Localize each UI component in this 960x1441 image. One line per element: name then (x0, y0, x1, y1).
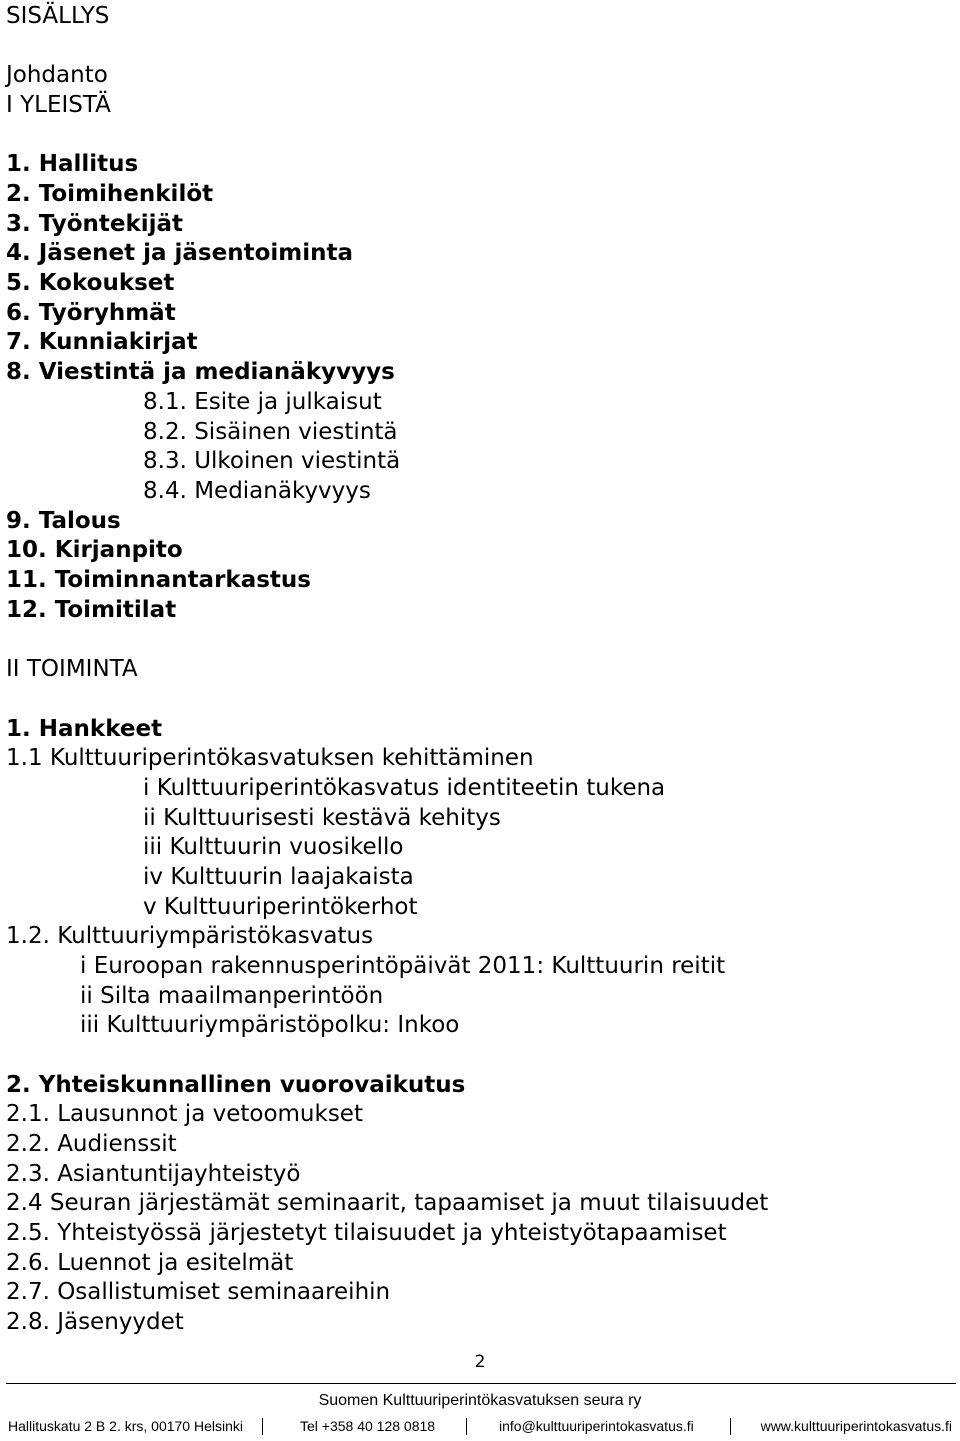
footer-phone: Tel +358 40 128 0818 (300, 1418, 436, 1434)
toc-item: 6. Työryhmät (6, 300, 176, 326)
page-number: 2 (474, 1352, 486, 1372)
toc-item: 1. Hallitus (6, 151, 139, 177)
toc-item: 11. Toiminnantarkastus (6, 567, 311, 593)
toc-subitem: 2.1. Lausunnot ja vetoomukset (6, 1101, 363, 1127)
footer-address: Hallituskatu 2 B 2. krs, 00170 Helsinki (8, 1418, 243, 1434)
footer-website[interactable]: www.kulttuuriperintokasvatus.fi (760, 1418, 952, 1434)
toc-subitem: iii Kulttuuriympäristöpolku: Inkoo (80, 1012, 460, 1038)
toc-item: 3. Työntekijät (6, 211, 184, 237)
toc-subitem: 8.1. Esite ja julkaisut (143, 389, 382, 415)
toc-subitem: 2.4 Seuran järjestämät seminaarit, tapaamiset ja muut tilaisuudet (6, 1190, 769, 1216)
toc-heading: SISÄLLYS (6, 3, 110, 29)
toc-item: 10. Kirjanpito (6, 537, 183, 563)
toc-subitem: ii Kulttuurisesti kestävä kehitys (143, 805, 501, 831)
toc-item: 8. Viestintä ja medianäkyvyys (6, 359, 395, 385)
footer-organization: Suomen Kulttuuriperintökasvatuksen seura ry (318, 1392, 642, 1409)
toc-subitem: ii Silta maailmanperintöön (80, 983, 384, 1009)
toc-item: 5. Kokoukset (6, 270, 175, 296)
toc-subitem: 2.6. Luennot ja esitelmät (6, 1250, 294, 1276)
toc-subitem: i Euroopan rakennusperintöpäivät 2011: Kulttuurin reitit (80, 953, 726, 979)
toc-subitem: i Kulttuuriperintökasvatus identiteetin tukena (143, 775, 666, 801)
part1-title: I YLEISTÄ (6, 92, 111, 118)
toc-item: 1.2. Kulttuuriympäristökasvatus (6, 923, 374, 949)
toc-item: 12. Toimitilat (6, 597, 177, 623)
part2-title: II TOIMINTA (6, 656, 138, 682)
toc-item: 2. Toimihenkilöt (6, 181, 214, 207)
toc-subitem: 2.5. Yhteistyössä järjestetyt tilaisuudet ja yhteistyötapaamiset (6, 1220, 727, 1246)
toc-subitem: 2.3. Asiantuntijayhteistyö (6, 1161, 301, 1187)
toc-item: 1. Hankkeet (6, 716, 163, 742)
toc-subitem: iv Kulttuurin laajakaista (143, 864, 414, 890)
footer-email[interactable]: info@kulttuuriperintokasvatus.fi (499, 1418, 694, 1434)
toc-subitem: 2.2. Audienssit (6, 1131, 177, 1157)
footer-contact-bar (8, 1418, 952, 1438)
footer-separator (466, 1418, 467, 1435)
toc-subitem: 8.3. Ulkoinen viestintä (143, 448, 401, 474)
toc-subitem: 8.4. Medianäkyvyys (143, 478, 371, 504)
footer-separator (262, 1418, 263, 1435)
toc-subitem: 2.7. Osallistumiset seminaareihin (6, 1279, 391, 1305)
footer-separator (730, 1418, 731, 1435)
toc-item: 2. Yhteiskunnallinen vuorovaikutus (6, 1072, 466, 1098)
toc-subitem: v Kulttuuriperintökerhot (143, 894, 418, 920)
toc-item: 1.1 Kulttuuriperintökasvatuksen kehittäminen (6, 745, 534, 771)
toc-subitem: 8.2. Sisäinen viestintä (143, 419, 398, 445)
toc-subitem: iii Kulttuurin vuosikello (143, 834, 404, 860)
toc-subitem: 2.8. Jäsenyydet (6, 1309, 184, 1335)
footer-divider (6, 1383, 956, 1384)
toc-intro: Johdanto (6, 62, 108, 88)
toc-item: 9. Talous (6, 508, 121, 534)
toc-item: 4. Jäsenet ja jäsentoiminta (6, 240, 353, 266)
toc-item: 7. Kunniakirjat (6, 329, 198, 355)
